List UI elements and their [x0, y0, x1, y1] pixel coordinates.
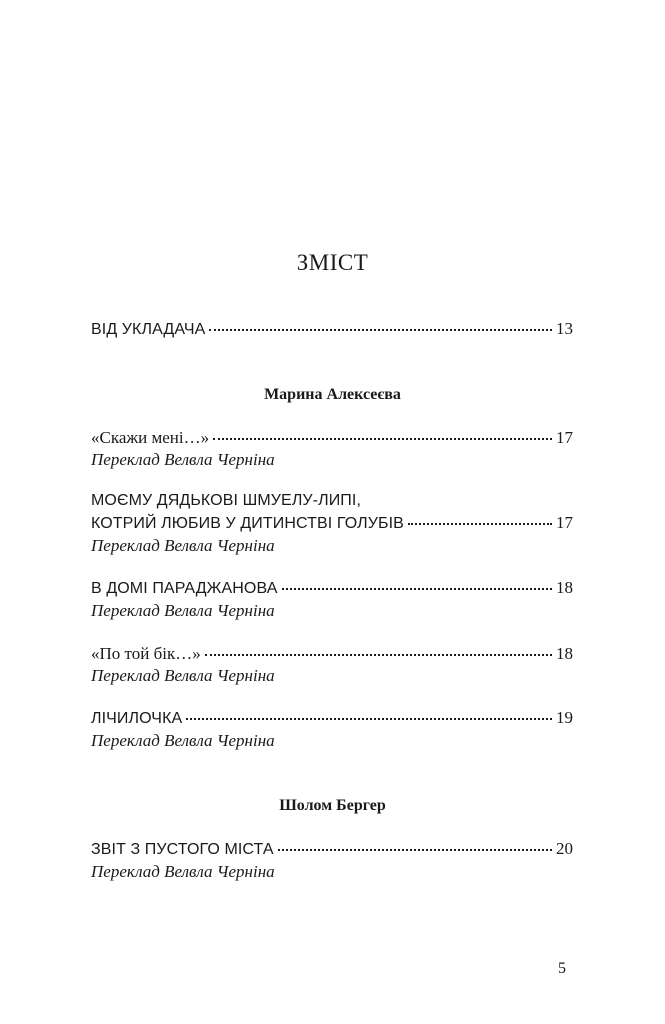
toc-line [91, 838, 573, 861]
toc-entry-intro [91, 318, 573, 341]
entry-title-line1: МОЄМУ ДЯДЬКОВІ ШМУЕЛУ-ЛИПІ, [91, 492, 361, 509]
toc-entry [91, 577, 573, 622]
entry-page: 18 [556, 644, 573, 663]
dot-leader [186, 718, 552, 720]
toc-line [91, 707, 573, 730]
toc-entry [91, 427, 573, 471]
toc-entry [91, 490, 573, 557]
dot-leader [408, 523, 552, 525]
toc-line [91, 577, 573, 600]
entry-translator: Переклад Велвла Черніна [91, 666, 275, 685]
toc-line [91, 427, 573, 449]
entry-translator: Переклад Велвла Черніна [91, 731, 275, 750]
page-number: 5 [558, 960, 566, 977]
dot-leader [213, 438, 552, 440]
toc-entry [91, 838, 573, 883]
entry-page: 17 [556, 428, 573, 447]
entry-page: 19 [556, 708, 573, 727]
entry-title: В ДОМІ ПАРАДЖАНОВА [91, 580, 278, 597]
entry-title: КОТРИЙ ЛЮБИВ У ДИТИНСТВІ ГОЛУБІВ [91, 515, 404, 532]
toc-entry [91, 643, 573, 687]
entry-page: 13 [556, 319, 573, 338]
dot-leader [278, 849, 552, 851]
entry-title: ЗВІТ З ПУСТОГО МІСТА [91, 841, 274, 858]
entry-title: «Скажи мені…» [91, 428, 210, 447]
entry-title: «По той бік…» [91, 644, 201, 663]
entry-translator: Переклад Велвла Черніна [91, 601, 275, 620]
section-author: Марина Алексеєва [264, 386, 401, 403]
toc-line [91, 643, 573, 665]
dot-leader [209, 329, 552, 331]
toc-line [91, 318, 573, 341]
toc-heading: ЗМІСТ [296, 250, 369, 275]
entry-page: 17 [556, 513, 573, 532]
section-author: Шолом Бергер [279, 797, 386, 814]
entry-page: 20 [556, 839, 573, 858]
entry-translator: Переклад Велвла Черніна [91, 536, 275, 555]
entry-title: ВІД УКЛАДАЧА [91, 321, 206, 338]
entry-translator: Переклад Велвла Черніна [91, 862, 275, 881]
dot-leader [282, 588, 553, 590]
entry-translator: Переклад Велвла Черніна [91, 450, 275, 469]
dot-leader [205, 654, 552, 656]
entry-page: 18 [556, 578, 573, 597]
toc-line [91, 512, 573, 535]
entry-title: ЛІЧИЛОЧКА [91, 710, 183, 727]
toc-entry [91, 707, 573, 752]
